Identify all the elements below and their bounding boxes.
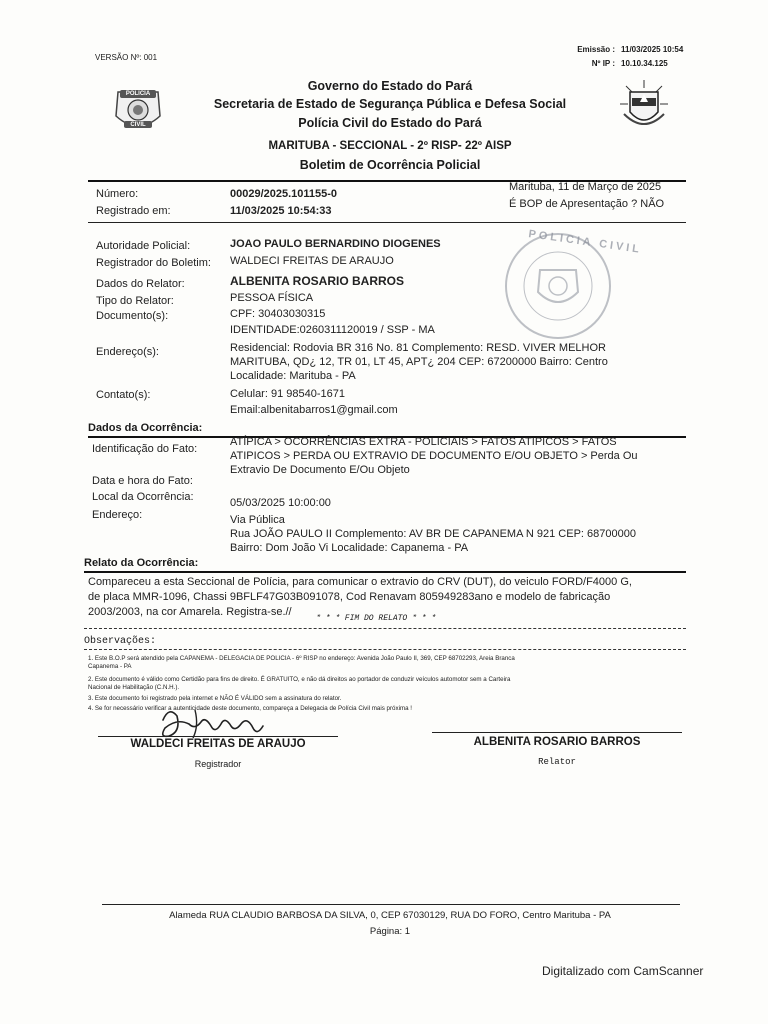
endereco-ocorrencia-label: Endereço: <box>92 509 143 521</box>
endereco-label: Endereço(s): <box>96 346 159 358</box>
observacoes-title: Observações: <box>84 636 157 647</box>
celular-value: Celular: 91 98540-1671 <box>230 388 345 400</box>
registrador-value: WALDECI FREITAS DE ARAUJO <box>230 255 394 267</box>
data-hora-value: 05/03/2025 10:00:00 <box>230 497 331 509</box>
ip-label: Nº IP : <box>591 59 615 68</box>
emissao-label: Emissão : <box>577 45 615 54</box>
state-coat-of-arms-emblem <box>618 78 670 139</box>
local-value: Via Pública <box>230 514 285 526</box>
relator-role: Relator <box>538 757 576 767</box>
documentos-label: Documento(s): <box>96 310 169 322</box>
unit-title: MARITUBA - SECCIONAL - 2º RISP- 22º AISP <box>268 140 512 152</box>
registrador-signature-name: WALDECI FREITAS DE ARAUJO <box>130 738 306 750</box>
endereco-line1: Residencial: Rodovia BR 316 No. 81 Complemento: RESD. VIVER MELHOR <box>230 342 606 354</box>
footer-rule <box>102 904 680 905</box>
stamp-text: POLICIA CIVIL <box>527 228 643 256</box>
obs-item-1a: 1. Este B.O.P será atendido pela CAPANEMA - DELEGACIA DE POLICIA - 6º RISP no endereço: Avenida João Paulo II, 369, CEP 68702293, Areia Branca <box>88 655 515 662</box>
record-rule <box>88 222 686 223</box>
numero-label: Número: <box>96 188 139 200</box>
camscanner-watermark: Digitalizado com CamScanner <box>542 964 704 978</box>
endereco-line2: MARITUBA, QD¿ 12, TR 01, LT 45, APT¿ 204 CEP: 67200000 Bairro: Centro <box>230 356 608 368</box>
obs-item-4: 4. Se for necessário verificar a autenticidade deste documento, compareça a Delegacia de Polícia Civil mais próxima ! <box>88 705 412 712</box>
registrador-role: Registrador <box>194 759 242 769</box>
page-number: Página: 1 <box>369 926 411 937</box>
relator-signature-name: ALBENITA ROSARIO BARROS <box>473 736 641 748</box>
obs-item-2a: 2. Este documento é válido como Certidão para fins de direito. É GRATUITO, e não dá direitos ao portador de conduzir veículos automotor sem a Carteira <box>88 676 511 683</box>
fato-line2: ATIPICOS > PERDA OU EXTRAVIO DE DOCUMENTO E/OU OBJETO > Perda Ou <box>230 450 638 462</box>
ocorrencia-endereco-line1: Rua JOÃO PAULO II Complemento: AV BR DE CAPANEMA N 921 CEP: 68700000 <box>230 528 636 540</box>
emissao-value: 11/03/2025 10:54 <box>621 45 684 54</box>
ocorrencia-section-title: Dados da Ocorrência: <box>88 422 203 434</box>
email-value: Email:albenitabarros1@gmail.com <box>230 404 398 416</box>
fato-line1: ATÍPICA > OCORRÊNCIAS EXTRA - POLICIAIS > FATOS ATIPICOS > FATOS <box>230 436 617 448</box>
relato-dash-rule <box>84 628 686 629</box>
bop-question: É BOP de Apresentação ? NÃO <box>509 198 665 210</box>
local-date: Marituba, 11 de Março de 2025 <box>509 181 662 193</box>
secretariat-title: Secretaria de Estado de Segurança Pública e Defesa Social <box>213 97 567 111</box>
tipo-label: Tipo do Relator: <box>96 295 174 307</box>
ocorrencia-endereco-line2: Bairro: Dom João Vi Localidade: Capanema - PA <box>230 542 469 554</box>
relato-line1: Compareceu a esta Seccional de Polícia, para comunicar o extravio do CRV (DUT), do veiculo FORD/F4000 G, <box>88 576 632 588</box>
registrado-value: 11/03/2025 10:54:33 <box>230 205 332 217</box>
observacoes-dash-rule <box>84 649 686 650</box>
obs-item-1b: Capanema - PA <box>88 663 132 670</box>
registrador-label: Registrador do Boletim: <box>96 257 211 269</box>
local-label: Local da Ocorrência: <box>92 491 194 503</box>
footer-address: Alameda RUA CLAUDIO BARBOSA DA SILVA, 0, CEP 67030129, RUA DO FORO, Centro Marituba - PA <box>169 910 611 921</box>
document-title: Boletim de Ocorrência Policial <box>299 158 481 172</box>
relato-section-title: Relato da Ocorrência: <box>84 557 199 569</box>
tipo-value: PESSOA FÍSICA <box>230 292 314 304</box>
relator-label: Dados do Relator: <box>96 278 185 290</box>
police-title: Polícia Civil do Estado do Pará <box>298 116 482 130</box>
numero-value: 00029/2025.101155-0 <box>230 188 338 200</box>
fim-do-relato: * * * FIM DO RELATO * * * <box>316 614 437 623</box>
cpf-value: CPF: 30403030315 <box>230 308 326 320</box>
gov-title: Governo do Estado do Pará <box>307 79 473 93</box>
autoridade-label: Autoridade Policial: <box>96 240 191 252</box>
version-label: VERSÃO Nº: 001 <box>95 53 158 62</box>
fato-label: Identificação do Fato: <box>92 443 198 455</box>
badge-bottom-text: CIVIL <box>130 122 146 128</box>
relato-line2: de placa MMR-1096, Chassi 9BFLF47G03B091078, Cod Renavam 805949283ano e modelo de fabricação <box>88 591 611 603</box>
relator-value: ALBENITA ROSARIO BARROS <box>230 274 404 288</box>
relato-line3: 2003/2003, na cor Amarela. Registra-se.// <box>88 606 292 618</box>
endereco-line3: Localidade: Marituba - PA <box>230 370 356 382</box>
identidade-value: IDENTIDADE:0260311120019 / SSP - MA <box>230 324 435 336</box>
relator-signature-line <box>432 732 682 733</box>
fato-line3: Extravio De Documento E/Ou Objeto <box>230 464 410 476</box>
autoridade-value: JOAO PAULO BERNARDINO DIOGENES <box>230 238 441 250</box>
obs-item-2b: Nacional de Habilitação (C.N.H.). <box>88 684 180 691</box>
data-hora-label: Data e hora do Fato: <box>92 475 193 487</box>
badge-top-text: POLICIA <box>125 91 151 97</box>
contato-label: Contato(s): <box>96 389 151 401</box>
obs-item-3: 3. Este documento foi registrado pela internet e NÃO É VÁLIDO sem a assinatura do relator. <box>88 695 342 702</box>
relato-rule <box>84 571 686 573</box>
registrado-label: Registrado em: <box>96 205 171 217</box>
registrador-signature-line <box>98 736 338 737</box>
ip-value: 10.10.34.125 <box>621 59 668 68</box>
